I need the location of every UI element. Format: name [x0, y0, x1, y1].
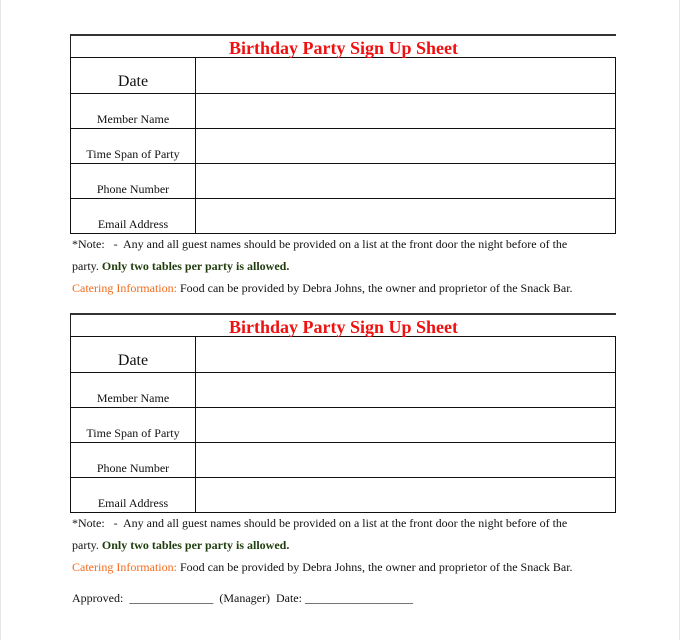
table-row: [71, 478, 616, 513]
field-input-member-name[interactable]: [196, 373, 616, 408]
field-label-member-name: Member Name: [71, 373, 196, 408]
field-input-member-name[interactable]: [196, 94, 616, 129]
approval-line: Approved: ______________ (Manager) Date: __________________: [72, 591, 413, 605]
field-input-date[interactable]: [196, 337, 616, 373]
note-block-1: [72, 233, 573, 299]
table-row: [71, 337, 616, 373]
field-label-phone: Phone Number: [71, 164, 196, 199]
table-row: [71, 408, 616, 443]
catering-label: Catering Information:: [72, 281, 177, 295]
table-row: [71, 94, 616, 129]
field-label-email: Email Address: [71, 199, 196, 234]
table-row: [71, 129, 616, 164]
catering-line: [72, 556, 573, 578]
field-label-phone: Phone Number: [71, 443, 196, 478]
catering-line: [72, 277, 573, 299]
note-text: party.: [72, 538, 102, 552]
table-row: [71, 373, 616, 408]
signup-sheet-1: [70, 34, 616, 234]
field-input-time-span[interactable]: [196, 408, 616, 443]
signup-table: [70, 57, 616, 234]
field-input-email[interactable]: [196, 199, 616, 234]
note-line-2: [72, 255, 573, 277]
field-input-time-span[interactable]: [196, 129, 616, 164]
signup-table: [70, 336, 616, 513]
table-row: [71, 58, 616, 94]
field-label-date: Date: [71, 58, 196, 94]
catering-text: Food can be provided by Debra Johns, the owner and proprietor of the Snack Bar.: [176, 560, 573, 574]
table-row: [71, 443, 616, 478]
field-input-phone[interactable]: [196, 164, 616, 199]
field-label-member-name: Member Name: [71, 94, 196, 129]
note-text: party.: [72, 259, 102, 273]
table-row: [71, 199, 616, 234]
field-label-time-span: Time Span of Party: [71, 129, 196, 164]
note-bold: Only two tables per party is allowed.: [101, 538, 290, 552]
field-label-time-span: Time Span of Party: [71, 408, 196, 443]
catering-label: Catering Information:: [72, 560, 177, 574]
field-label-date: Date: [71, 337, 196, 373]
signup-sheet-2: [70, 313, 616, 513]
note-block-2: [72, 512, 573, 578]
note-line-2: [72, 534, 573, 556]
note-bold: Only two tables per party is allowed.: [101, 259, 290, 273]
sheet-title: Birthday Party Sign Up Sheet: [70, 313, 616, 336]
catering-text: Food can be provided by Debra Johns, the owner and proprietor of the Snack Bar.: [176, 281, 573, 295]
field-input-date[interactable]: [196, 58, 616, 94]
field-input-email[interactable]: [196, 478, 616, 513]
table-row: [71, 164, 616, 199]
field-label-email: Email Address: [71, 478, 196, 513]
sheet-title: Birthday Party Sign Up Sheet: [70, 34, 616, 57]
note-line: *Note: - Any and all guest names should be provided on a list at the front door the night before of the: [72, 516, 568, 530]
note-line: *Note: - Any and all guest names should be provided on a list at the front door the night before of the: [72, 237, 568, 251]
field-input-phone[interactable]: [196, 443, 616, 478]
